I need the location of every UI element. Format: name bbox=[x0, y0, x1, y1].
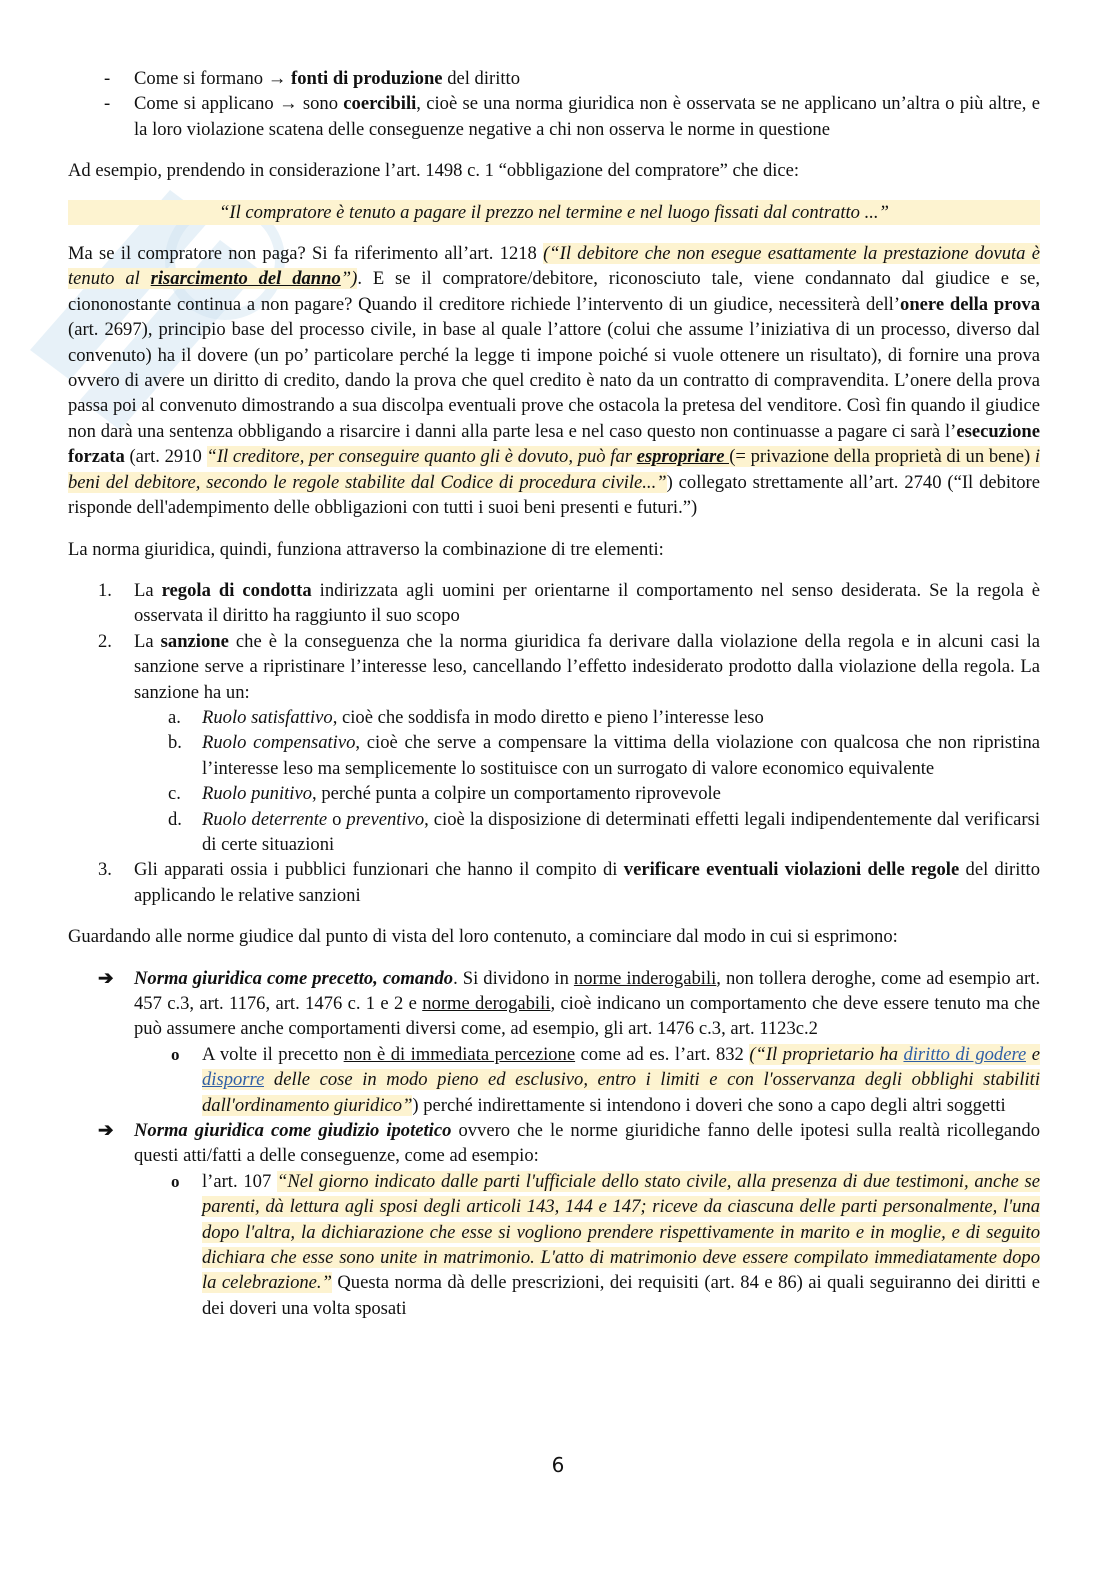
quote-art-1498: “Il compratore è tenuto a pagare il prezzo nel termine e nel luogo fissati dal contratto ...” bbox=[68, 200, 1040, 225]
elements-list bbox=[68, 578, 1040, 908]
arrow-list bbox=[68, 966, 1040, 1322]
list-item: 1. La regola di condotta indirizzata agli uomini per orientarne il comportamento nel senso desiderata. Se la regola è osservata il diritto ha raggiunto il suo scopo bbox=[98, 579, 1040, 627]
paragraph-norma: La norma giuridica, quindi, funziona attraverso la combinazione di tre elementi: bbox=[68, 538, 664, 560]
list-item: 2. La sanzione che è la conseguenza che la norma giuridica fa derivare dalla violazione della regola e in alcuni casi la sanzione serve a ripristinare l’interesse leso, cancellando l’effetto indesiderato prodotto dalla violazione della regola. La sanzione ha un: a. Ruolo satisfattivo, cioè che soddisfa in modo diretto e pieno l’interesse leso b. Ruolo compensativo, cioè che serve a compensare la vittima della violazione con qualcosa che non ripristina l’interesse leso ma semplicemente lo sostituisce con un surrogato di valore economico equivalente c. Ruolo punitivo, perché punta a colpire un comportamento riprovevole d. Ruolo deterrente o preventivo, cioè la disposizione di determinati effetti legali indipendentemente dal verificarsi di certe situazioni bbox=[68, 629, 1040, 858]
paragraph-main: Ma se il compratore non paga? Si fa riferimento all’art. 1218 (“Il debitore che non esegue esattamente la prestazione dovuta è tenuto al risarcimento del danno”). E se il compratore/debitore, riconosciuto tale, viene condannato dal giudice e se, ciononostante continua a non pagare? Quando il creditore richiede l’intervento di un giudice, necessiterà dell’onere della prova (art. 2697), principio base del processo civile, in base al quale l’attore (colui che assume l’iniziativa di un processo, diverso dal convenuto) ha il dovere (un po’ particolare perché la legge ti impone poiché si vuole ottenere un risultato), di fornire una prova ovvero di avere un diritto di credito, dando la prova che quel credito è nato da un contratto di compravendita. L’onere della prova passa poi al convenuto dimostrando a sua discolpa eventuali prove che ostacola la pretesa del venditore. Così fin quando il giudice non darà una sentenza obbligando a risarcire i danni alla parte lesa e nel caso questo non continuasse a pagare ci sarà l’esecuzione forzata (art. 2910 “Il creditore, per conseguire quanto gli è dovuto, può far espropriare (= privazione della proprietà di un bene) i beni del debitore, secondo le regole stabilite dal Codice di procedura civile...”) collegato strettamente all’art. 2740 (“Il debitore risponde dell'adempimento delle obbligazioni con tutti i suoi beni presenti e futuri.”) bbox=[68, 243, 1041, 519]
list-item: o A volte il precetto non è di immediata percezione come ad es. l’art. 832 (“Il proprietario ha diritto di godere e disporre delle cose in modo pieno ed esclusivo, entro i limiti e con l'osservanza degli obblighi stabiliti dall'ordinamento giuridico”) perché indirettamente si intendono i doveri che sono a capo degli altri soggetti bbox=[171, 1043, 1040, 1116]
list-item: c. Ruolo punitivo, perché punta a colpire un comportamento riprovevole bbox=[168, 783, 721, 805]
page-number: 6 bbox=[551, 1453, 565, 1477]
list-item: ➔ Norma giuridica come precetto, comando. Si dividono in norme inderogabili, non tollera deroghe, come ad esempio art. 457 c.3, art. 1176, art. 1476 c. 1 e 2 e norme derogabili, cioè indicano un comportamento che deve essere tenuto ma che può assumere anche comportamenti diversi come, ad esempio, gli art. 1476 c.3, art. 1123c.2 o A volte il precetto non è di immediata percezione come ad es. l’art. 832 (“Il proprietario ha diritto di godere e disporre delle cose in modo pieno ed esclusivo, entro i limiti e con l'osservanza degli obblighi stabiliti dall'ordinamento giuridico”) perché indirettamente si intendono i doveri che sono a capo degli altri soggetti bbox=[68, 966, 1040, 1118]
paragraph-esempio: Ad esempio, prendendo in considerazione l’art. 1498 c. 1 “obbligazione del compratore” che dice: bbox=[68, 160, 800, 182]
arrow-bullet-icon: ➔ bbox=[98, 1120, 114, 1142]
list-item: - Come si formano → fonti di produzione del diritto bbox=[68, 66, 1040, 91]
circle-bullet-icon: o bbox=[171, 1044, 180, 1064]
list-item: b. Ruolo compensativo, cioè che serve a compensare la vittima della violazione con qualcosa che non ripristina l’interesse leso ma semplicemente lo sostituisce con un surrogato di valore economico equivalente bbox=[168, 732, 1040, 779]
sub-list bbox=[134, 1169, 1040, 1321]
link-diritto-di-godere[interactable]: diritto di godere bbox=[903, 1043, 1027, 1065]
link-disporre[interactable]: disporre bbox=[202, 1069, 265, 1091]
list-item: d. Ruolo deterrente o preventivo, cioè la disposizione di determinati effetti legali indipendentemente dal verificarsi di certe situazioni bbox=[168, 808, 1041, 855]
list-item: ➔ Norma giuridica come giudizio ipotetico ovvero che le norme giuridiche fanno delle ipotesi sulla realtà ricollegando questi atti/fatti a delle conseguenze, come ad esempio: o l’art. 107 “Nel giorno indicato dalle parti l'ufficiale dello stato civile, alla presenza di due testimoni, anche se parenti, dà lettura agli sposi degli articoli 143, 144 e 147; riceve da ciascuna delle parti personalmente, l'una dopo l'altra, la dichiarazione che esse si vogliono prendere rispettivamente in marito e in moglie, e di seguito dichiara che esse sono unite in matrimonio. L'atto di matrimonio deve essere compilato immediatamente dopo la celebrazione.” Questa norma dà delle prescrizioni, dei requisiti (art. 84 e 86) ai quali seguiranno dei diritti e dei doveri una volta sposati bbox=[68, 1118, 1040, 1321]
sub-list bbox=[134, 1042, 1040, 1118]
list-item: a. Ruolo satisfattivo, cioè che soddisfa in modo diretto e pieno l’interesse leso bbox=[168, 706, 764, 728]
list-item: 3. Gli apparati ossia i pubblici funzionari che hanno il compito di verificare eventuali violazioni delle regole del diritto applicando le relative sanzioni bbox=[98, 859, 1040, 906]
document-page bbox=[68, 66, 1040, 1321]
list-item: - Come si applicano → sono coercibili, cioè se una norma giuridica non è osservata se ne applicano un’altra o più altre, e la loro violazione scatena delle conseguenze negative a chi non osserva le norme in questione bbox=[68, 91, 1040, 142]
paragraph-guardando: Guardando alle norme giudice dal punto di vista del loro contenuto, a cominciare dal modo in cui si esprimono: bbox=[68, 926, 898, 948]
circle-bullet-icon: o bbox=[171, 1171, 180, 1191]
dash-list bbox=[68, 66, 1040, 142]
list-item: o l’art. 107 “Nel giorno indicato dalle parti l'ufficiale dello stato civile, alla presenza di due testimoni, anche se parenti, dà lettura agli sposi degli articoli 143, 144 e 147; riceve da ciascuna delle parti personalmente, l'una dopo l'altra, la dichiarazione che esse si vogliono prendere rispettivamente in marito e in moglie, e di seguito dichiara che esse sono unite in matrimonio. L'atto di matrimonio deve essere compilato immediatamente dopo la celebrazione.” Questa norma dà delle prescrizioni, dei requisiti (art. 84 e 86) ai quali seguiranno dei diritti e dei doveri una volta sposati bbox=[171, 1170, 1040, 1319]
roles-list bbox=[134, 705, 1040, 857]
arrow-bullet-icon: ➔ bbox=[98, 967, 114, 989]
